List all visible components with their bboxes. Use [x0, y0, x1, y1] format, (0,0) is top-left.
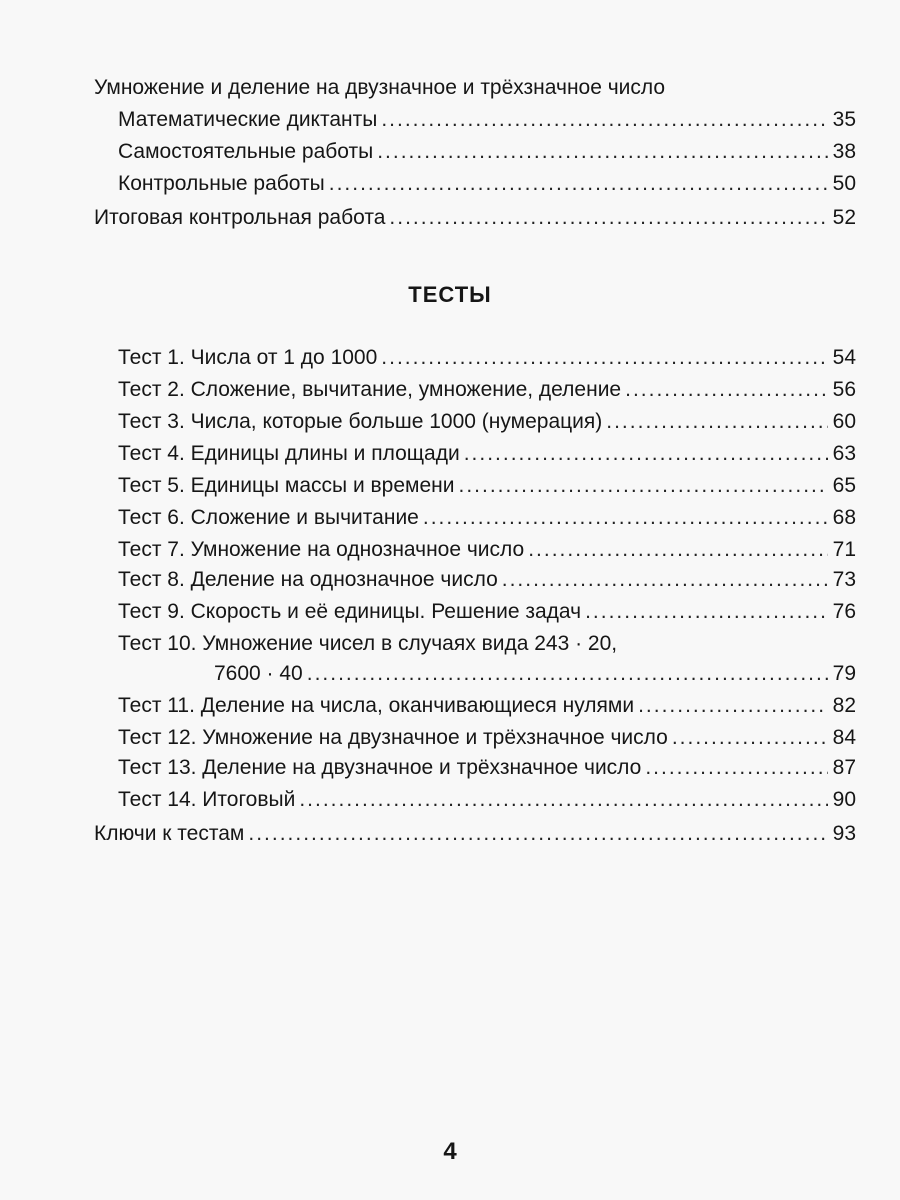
- toc-entry: [118, 786, 856, 814]
- toc-entry-page: 79: [832, 662, 856, 685]
- toc-entry-page: 56: [832, 378, 856, 401]
- toc-entry-page: 50: [832, 172, 856, 195]
- toc-entry-label: Ключи к тестам: [94, 822, 245, 845]
- toc-entry-label: Тест 6. Сложение и вычитание: [118, 506, 419, 529]
- page-number: 4: [443, 1138, 457, 1165]
- toc-entry-page: 90: [832, 788, 856, 811]
- leader-dots: [625, 376, 828, 404]
- toc-entry: [118, 598, 856, 626]
- toc-entry: [118, 754, 856, 782]
- toc-entry-label: Тест 3. Числа, которые больше 1000 (нумерация): [118, 410, 603, 433]
- leader-dots: [389, 204, 828, 232]
- toc-entry-label: Итоговая контрольная работа: [94, 206, 386, 229]
- toc-entry-page: 65: [832, 474, 856, 497]
- toc-entry: [94, 204, 856, 232]
- leader-dots: [423, 504, 828, 532]
- toc-entry-label: Математические диктанты: [118, 108, 378, 131]
- leader-dots: [381, 106, 828, 134]
- leader-dots: [381, 344, 828, 372]
- toc-entry-label: Тест 7. Умножение на однозначное число: [118, 538, 525, 561]
- toc-entry: [118, 408, 856, 436]
- leader-dots: [458, 472, 828, 500]
- toc-entry-label: Контрольные работы: [118, 172, 325, 195]
- toc-entry-page: 73: [832, 568, 856, 591]
- toc-entry-label: Тест 13. Деление на двузначное и трёхзначное число: [118, 756, 642, 779]
- toc-entry: [118, 138, 856, 166]
- leader-dots: [638, 692, 828, 720]
- leader-dots: [299, 786, 828, 814]
- toc-entry-page: 71: [832, 538, 856, 561]
- leader-dots: [585, 598, 828, 626]
- leader-dots: [307, 660, 828, 688]
- toc-entry: [118, 344, 856, 372]
- toc-entry-label: Тест 9. Скорость и её единицы. Решение задач: [118, 600, 582, 623]
- toc-entry-page: 82: [832, 694, 856, 717]
- leader-dots: [329, 170, 828, 198]
- toc-entry: [118, 472, 856, 500]
- toc-entry-label: Тест 10. Умножение чисел в случаях вида 243 · 20,: [118, 632, 618, 655]
- tests-title: ТЕСТЫ: [408, 282, 492, 307]
- toc-entry-label: Тест 4. Единицы длины и площади: [118, 442, 460, 465]
- toc-entry-page: 93: [832, 822, 856, 845]
- toc-entry-label: Тест 12. Умножение на двузначное и трёхзначное число: [118, 726, 668, 749]
- toc-entry: [118, 376, 856, 404]
- toc-entry: [118, 106, 856, 134]
- toc-entry: [94, 820, 856, 848]
- toc-entry: [118, 440, 856, 468]
- toc-entry-page: 76: [832, 600, 856, 623]
- toc-entry-page: 68: [832, 506, 856, 529]
- section-heading: Умножение и деление на двузначное и трёхзначное число: [94, 76, 666, 99]
- toc-entry-label: Самостоятельные работы: [118, 140, 374, 163]
- toc-entry-page: 38: [832, 140, 856, 163]
- leader-dots: [502, 566, 828, 594]
- toc-entry: [118, 170, 856, 198]
- toc-entry: [118, 504, 856, 532]
- toc-entry: [118, 724, 856, 752]
- leader-dots: [645, 754, 828, 782]
- toc-entry-label: Тест 8. Деление на однозначное число: [118, 568, 498, 591]
- leader-dots: [528, 536, 828, 564]
- toc-entry-label: Тест 11. Деление на числа, оканчивающиеся нулями: [118, 694, 635, 717]
- toc-entry-label: Тест 1. Числа от 1 до 1000: [118, 346, 378, 369]
- leader-dots: [464, 440, 828, 468]
- toc-entry-page: 35: [832, 108, 856, 131]
- toc-entry-label: Тест 2. Сложение, вычитание, умножение, деление: [118, 378, 622, 401]
- toc-entry-page: 54: [832, 346, 856, 369]
- leader-dots: [248, 820, 828, 848]
- toc-entry: [118, 536, 856, 564]
- toc-entry-page: 84: [832, 726, 856, 749]
- toc-entry: [118, 692, 856, 720]
- toc-entry-label: Тест 5. Единицы массы и времени: [118, 474, 455, 497]
- toc-entry-page: 60: [832, 410, 856, 433]
- leader-dots: [672, 724, 828, 752]
- toc-entry-page: 52: [832, 206, 856, 229]
- toc-entry: [118, 566, 856, 594]
- leader-dots: [377, 138, 828, 166]
- toc-entry-label: Тест 14. Итоговый: [118, 788, 296, 811]
- toc-entry-label-continuation: 7600 · 40: [214, 662, 303, 685]
- leader-dots: [606, 408, 828, 436]
- toc-entry-page: 87: [832, 756, 856, 779]
- toc-entry: [214, 660, 856, 688]
- toc-entry-page: 63: [832, 442, 856, 465]
